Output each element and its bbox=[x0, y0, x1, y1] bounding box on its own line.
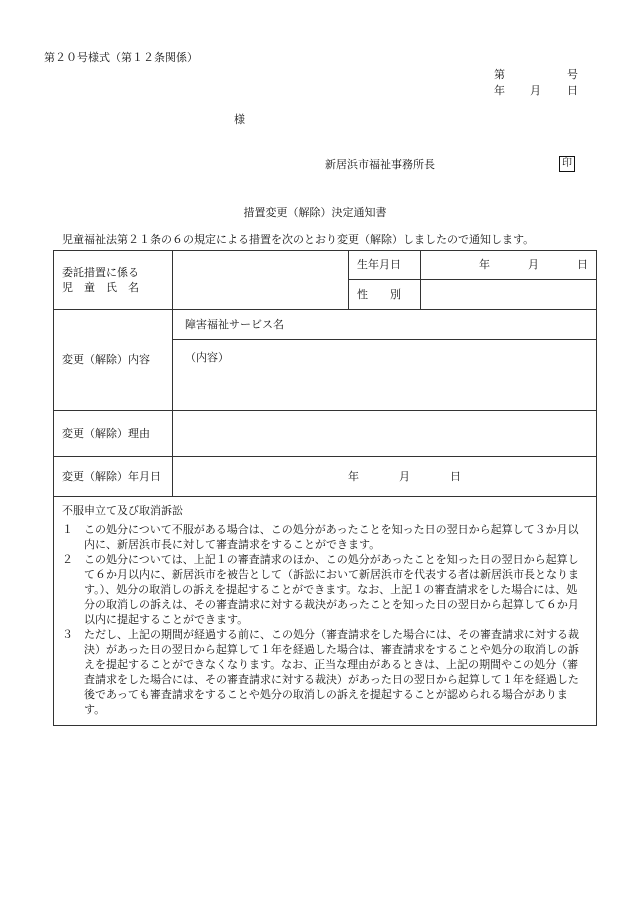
appeal-item-number: １ bbox=[62, 523, 73, 537]
appeal-item-number: ２ bbox=[62, 553, 73, 567]
issue-date-day: 日 bbox=[567, 84, 578, 97]
change-date-value bbox=[173, 457, 597, 497]
appeal-item bbox=[62, 552, 588, 627]
change-date-year: 年 bbox=[348, 469, 359, 483]
dob-day: 日 bbox=[577, 258, 588, 272]
issue-date-year: 年 bbox=[494, 84, 505, 97]
change-reason-value bbox=[173, 411, 597, 457]
child-name-label-cell bbox=[54, 251, 173, 310]
appeal-item bbox=[62, 522, 588, 552]
dob-month: 月 bbox=[528, 258, 539, 272]
child-name-value bbox=[173, 251, 349, 310]
child-name-label-line1: 委託措置に係る bbox=[62, 265, 139, 279]
change-date-month: 月 bbox=[399, 469, 410, 483]
seal-mark: 印 bbox=[559, 156, 575, 172]
content-label: （内容） bbox=[173, 340, 597, 411]
dob-year: 年 bbox=[479, 258, 490, 272]
change-content-label: 変更（解除）内容 bbox=[54, 310, 173, 411]
intro-text: 児童福祉法第２１条の６の規定による措置を次のとおり変更（解除）しましたので通知します。 bbox=[62, 233, 535, 246]
appeal-heading: 不服申立て及び取消訴訟 bbox=[62, 504, 183, 517]
notice-table bbox=[53, 250, 597, 726]
document-number-suffix: 号 bbox=[567, 68, 578, 81]
change-reason-label: 変更（解除）理由 bbox=[54, 411, 173, 457]
dob-label: 生年月日 bbox=[349, 251, 421, 280]
child-name-label-line2: 児 童 氏 名 bbox=[62, 281, 139, 294]
appeal-item-text: この処分については、上記１の審査請求のほか、この処分があったことを知った日の翌日から起算して６か月以内に、新居浜市を被告として（訴訟において新居浜市を代表する者は新居浜市長となります。）、処分の取消しの訴えを提起することができます。なお、上記１の審査請求をした場合には、処分の取消しの訴えは、その審査請求に対する裁決があったことを知った日の翌日から起算して６か月以内に提起することができます。 bbox=[84, 553, 579, 627]
service-name-label: 障害福祉サービス名 bbox=[173, 310, 597, 340]
appeal-item-number: ３ bbox=[62, 628, 73, 642]
appeal-item bbox=[62, 627, 588, 717]
form-number: 第２０号様式（第１２条関係） bbox=[44, 51, 198, 64]
dob-value bbox=[421, 251, 597, 280]
gender-value bbox=[421, 280, 597, 310]
change-date-day: 日 bbox=[450, 469, 461, 483]
appeal-section bbox=[54, 497, 597, 726]
document-title: 措置変更（解除）決定通知書 bbox=[243, 206, 387, 219]
appeal-item-text: この処分について不服がある場合は、この処分があったことを知った日の翌日から起算して３か月以内に、新居浜市長に対して審査請求をすることができます。 bbox=[84, 523, 579, 552]
gender-label: 性 別 bbox=[349, 280, 421, 310]
issue-date-month: 月 bbox=[530, 84, 541, 97]
appeal-item-text: ただし、上記の期間が経過する前に、この処分（審査請求をした場合には、その審査請求に対する裁決）があった日の翌日から起算して１年を経過した場合は、審査請求をすることや処分の取消しの訴えを提起することができなくなります。なお、正当な理由があるときは、上記の期間やこの処分（審査請求をした場合には、その審査請求に対する裁決）があった日の翌日から起算して１年を経過した後であっても審査請求をすることや処分の取消しの訴えを提起することが認められる場合があります。 bbox=[84, 628, 579, 717]
issuer-name: 新居浜市福祉事務所長 bbox=[325, 158, 435, 171]
addressee-honorific: 様 bbox=[234, 113, 245, 126]
document-number-label: 第 bbox=[494, 68, 505, 81]
change-date-label: 変更（解除）年月日 bbox=[54, 457, 173, 497]
